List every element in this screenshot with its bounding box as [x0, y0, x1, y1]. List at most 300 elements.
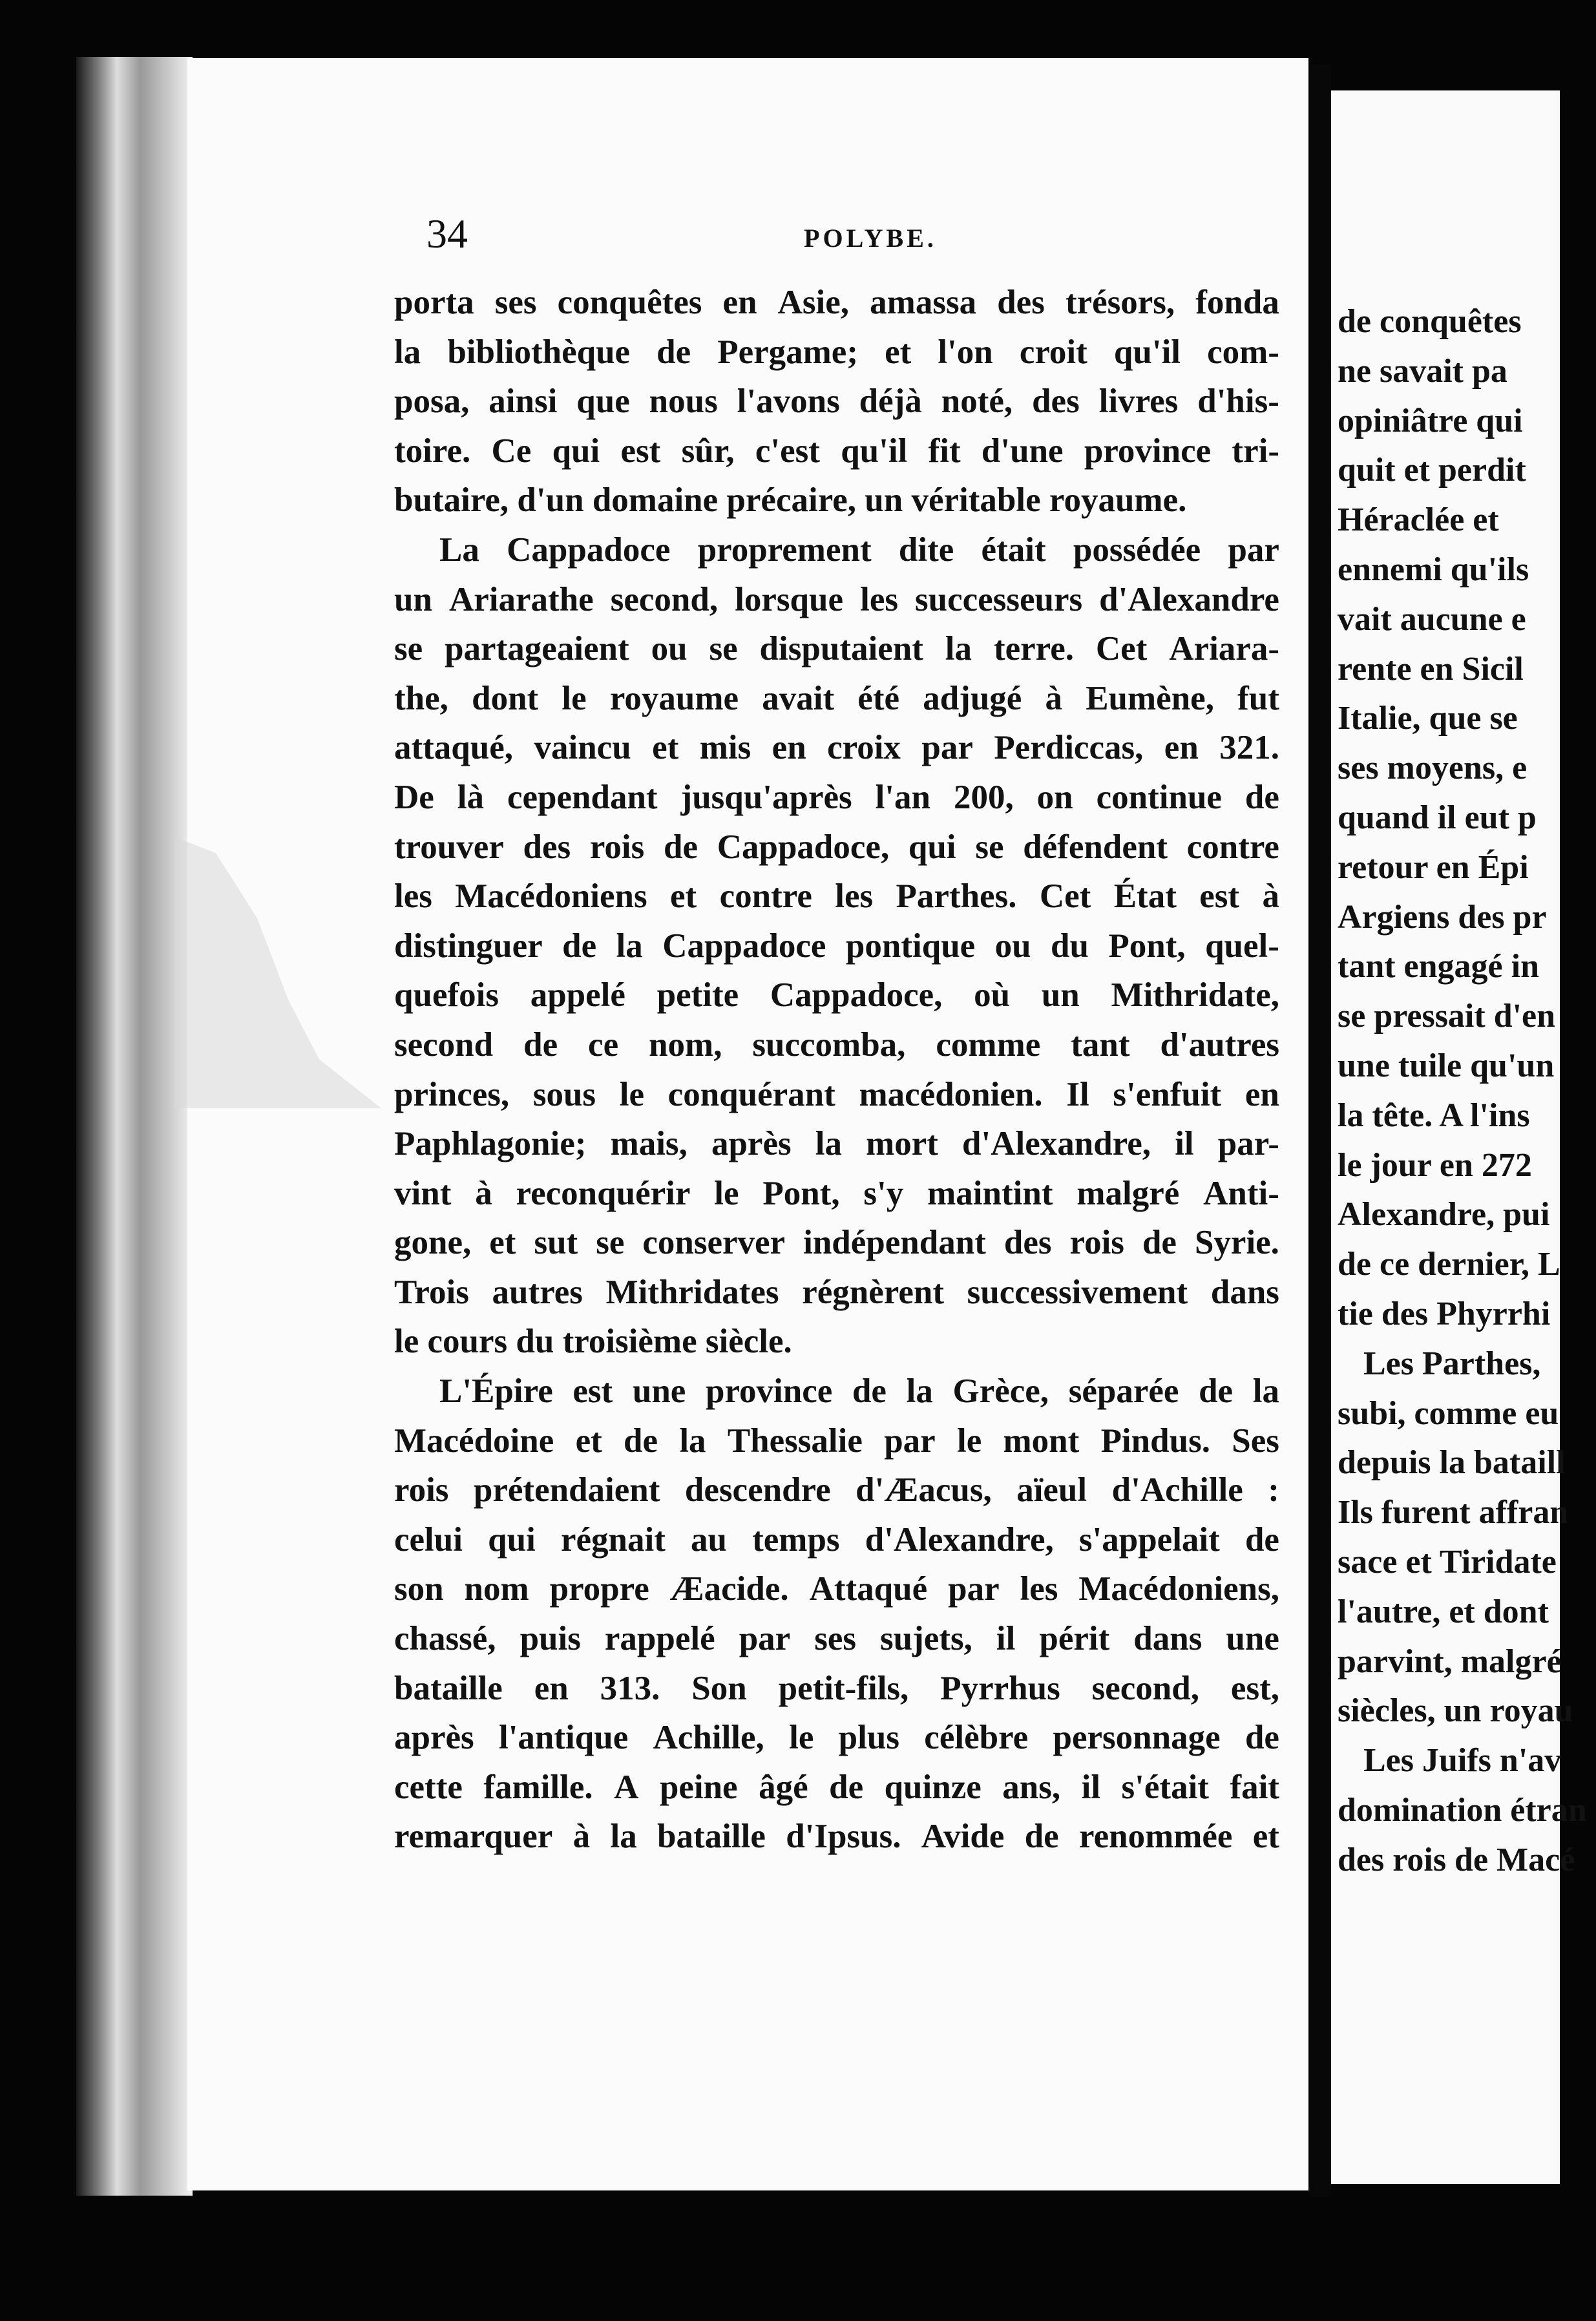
word: temps	[752, 1520, 840, 1559]
word: Thessalie	[727, 1422, 863, 1460]
word: ans,	[1002, 1768, 1061, 1806]
word: d'Ipsus.	[786, 1818, 901, 1856]
word: le	[562, 679, 587, 717]
word: se	[975, 828, 1004, 866]
word: croix	[827, 729, 901, 767]
word: puis	[520, 1620, 581, 1658]
word: l'antique	[498, 1719, 629, 1757]
text-line	[394, 426, 1279, 476]
word: Ariara-	[1169, 630, 1279, 668]
word: que	[576, 383, 630, 421]
word: 313.	[600, 1669, 660, 1707]
text-line: Ils furent affran	[1338, 1494, 1569, 1531]
word: ses	[494, 284, 537, 321]
word: Æacide.	[669, 1570, 789, 1608]
word: le	[619, 1075, 644, 1113]
word: livres	[1098, 383, 1179, 421]
text-line: tant engagé in	[1338, 948, 1539, 985]
word: Perdiccas,	[994, 729, 1144, 767]
word: posa,	[394, 383, 470, 421]
word: lorsque	[735, 580, 844, 618]
word: Ce	[491, 432, 532, 470]
word: Trois	[394, 1273, 469, 1311]
word: à	[1262, 877, 1279, 916]
word: est	[572, 1372, 613, 1411]
word: appelé	[530, 976, 625, 1014]
word: ou	[994, 927, 1031, 965]
word: les	[860, 580, 898, 618]
text-line	[394, 1367, 1279, 1416]
word: fonda	[1195, 284, 1279, 321]
word: s'enfuit	[1113, 1075, 1222, 1113]
text-line	[394, 674, 1279, 724]
word: rois	[1069, 1224, 1124, 1262]
word: mais,	[610, 1125, 688, 1163]
word: de	[1244, 1719, 1279, 1757]
text-line: rente en Sicil	[1338, 650, 1524, 688]
word: reconquérir	[516, 1174, 691, 1212]
word: mort	[866, 1125, 938, 1163]
word: bataille	[657, 1818, 766, 1856]
word: prétendaient	[473, 1471, 660, 1509]
word: trouver	[394, 828, 504, 866]
word: de	[829, 1768, 864, 1806]
word: du	[1051, 927, 1089, 965]
word: terre.	[993, 630, 1074, 668]
word: d'Alexandre	[1099, 580, 1279, 618]
text-line: de conquêtes	[1338, 303, 1522, 340]
word: à	[572, 1818, 591, 1856]
text-line: sace et Tiridate	[1338, 1543, 1557, 1581]
word: maintint	[927, 1174, 1053, 1212]
word: cette	[394, 1768, 463, 1806]
word: d'Alexandre,	[865, 1520, 1054, 1559]
word: distinguer	[394, 927, 543, 965]
word: De	[394, 778, 434, 816]
text-line	[394, 1614, 1279, 1664]
word: et	[652, 729, 679, 767]
word: malgré	[1076, 1174, 1180, 1212]
word: succomba,	[752, 1025, 906, 1064]
word: Anti-	[1203, 1174, 1279, 1212]
word: Ses	[1232, 1422, 1279, 1460]
text-line	[394, 1812, 1279, 1862]
word: la	[616, 927, 643, 965]
text-line: siècles, un royau	[1338, 1692, 1573, 1730]
word: les	[835, 877, 874, 916]
word: qu'il	[841, 432, 908, 470]
text-line: opiniâtre qui	[1338, 402, 1523, 439]
text-line: butaire, d'un domaine précaire, un véritable royaume.	[394, 481, 1187, 520]
word: fait	[1230, 1768, 1279, 1806]
word: il	[996, 1620, 1016, 1658]
text-line: depuis la bataill	[1338, 1444, 1566, 1482]
text-line	[394, 1515, 1279, 1565]
word: des	[1032, 383, 1080, 421]
word: petit-fils,	[778, 1669, 909, 1707]
word: ses	[814, 1620, 856, 1658]
word: Son	[691, 1669, 747, 1707]
text-line: domination étran	[1338, 1791, 1587, 1829]
word: par	[884, 1422, 936, 1460]
word: ou	[651, 630, 688, 668]
text-line: Italie, que se	[1338, 700, 1518, 737]
word: indépendant	[803, 1224, 986, 1262]
word: le	[714, 1174, 739, 1212]
text-line	[394, 1169, 1279, 1219]
word: A	[614, 1768, 639, 1806]
word: contre	[1186, 828, 1279, 866]
word: la	[394, 333, 421, 371]
word: Cappadoce	[662, 927, 826, 965]
word: Mithridate,	[1111, 976, 1279, 1014]
word: le	[956, 1422, 982, 1460]
word: peine	[659, 1768, 738, 1806]
word: par	[948, 1570, 1000, 1608]
word: porta	[394, 284, 474, 321]
word: quel-	[1205, 927, 1279, 965]
text-line: quand il eut p	[1338, 799, 1537, 836]
word: continue	[1096, 778, 1222, 816]
text-line	[394, 624, 1279, 674]
text-line	[394, 328, 1279, 377]
word: toire.	[394, 432, 471, 470]
text-line: des rois de Macé	[1338, 1841, 1575, 1878]
word: qu'il	[1113, 333, 1181, 371]
word: des	[523, 828, 571, 866]
word: Cappadoce	[507, 530, 671, 569]
word: en	[1164, 729, 1199, 767]
word: dite	[898, 530, 954, 569]
word: en	[772, 729, 806, 767]
word: Ariarathe	[449, 580, 594, 618]
book-gutter-edge	[76, 57, 193, 2196]
word: rois	[589, 828, 645, 866]
word: gone,	[394, 1224, 472, 1262]
word: des	[997, 284, 1045, 321]
word: déjà	[859, 383, 922, 421]
word: d'Æacus,	[856, 1471, 992, 1509]
word: avait	[762, 679, 835, 717]
word: contre	[719, 877, 812, 916]
word: Syrie.	[1194, 1224, 1279, 1262]
word: second	[394, 1025, 494, 1064]
word: dans	[1133, 1620, 1202, 1658]
text-line	[394, 971, 1279, 1020]
word: successeurs	[915, 580, 1083, 618]
word: se	[709, 630, 738, 668]
text-line: Les Parthes,	[1363, 1345, 1541, 1382]
text-line: retour en Épi	[1338, 848, 1529, 886]
text-line	[394, 1713, 1279, 1763]
text-line: se pressait d'en	[1338, 998, 1556, 1035]
text-line	[394, 1119, 1279, 1169]
word: personnage	[1053, 1719, 1221, 1757]
word: et	[1252, 1818, 1279, 1856]
word: de	[852, 1372, 887, 1411]
word: par	[739, 1620, 791, 1658]
text-line	[394, 723, 1279, 773]
page-divider-shadow	[1308, 65, 1331, 2197]
word: L'Épire	[439, 1372, 553, 1411]
word: cependant	[507, 778, 658, 816]
text-line	[394, 773, 1279, 823]
word: vaincu	[534, 729, 631, 767]
word: s'y	[863, 1174, 904, 1212]
word: rois	[394, 1471, 449, 1509]
text-line	[394, 1070, 1279, 1120]
word: par-	[1217, 1125, 1279, 1163]
word: de	[1244, 778, 1279, 816]
page-number: 34	[426, 211, 468, 257]
word: royaume	[609, 679, 739, 717]
word: noté,	[941, 383, 1013, 421]
word: macédonien.	[859, 1075, 1043, 1113]
text-line	[394, 525, 1279, 575]
word: partageaient	[445, 630, 629, 668]
word: Macédoine	[394, 1422, 554, 1460]
text-line: le cours du troisième siècle.	[394, 1323, 792, 1361]
text-line	[394, 1020, 1279, 1070]
word: attaqué,	[394, 729, 514, 767]
word: vint	[394, 1174, 452, 1212]
word: dans	[1210, 1273, 1279, 1311]
word: la	[945, 630, 972, 668]
word: l'avons	[737, 383, 840, 421]
word: tri-	[1232, 432, 1279, 470]
word: famille.	[483, 1768, 593, 1806]
word: Cet	[1095, 630, 1148, 668]
word: conserver	[642, 1224, 786, 1262]
text-line: ennemi qu'ils	[1338, 551, 1529, 588]
word: périt	[1039, 1620, 1110, 1658]
word: 321.	[1219, 729, 1279, 767]
word: de	[1199, 1372, 1234, 1411]
word: c'est	[755, 432, 820, 470]
text-line: vait aucune e	[1338, 600, 1526, 638]
text-line	[394, 872, 1279, 921]
word: :	[1268, 1471, 1279, 1509]
word: régnèrent	[802, 1273, 944, 1311]
word: pontique	[845, 927, 976, 965]
right-page-text	[1338, 297, 1596, 1885]
word: séparée	[1068, 1372, 1179, 1411]
word: âgé	[759, 1768, 808, 1806]
text-line	[394, 377, 1279, 426]
word: 200,	[953, 778, 1014, 816]
word: renommée	[1079, 1818, 1233, 1856]
word: sujets,	[880, 1620, 972, 1658]
word: on	[1036, 778, 1073, 816]
word: second,	[1091, 1669, 1200, 1707]
word: Achille,	[653, 1719, 764, 1757]
word: qui	[908, 828, 956, 866]
word: s'appelait	[1078, 1520, 1220, 1559]
word: disputaient	[759, 630, 923, 668]
word: sut	[534, 1224, 578, 1262]
text-line: le jour en 272	[1338, 1146, 1532, 1184]
text-line: tie des Phyrrhi	[1338, 1295, 1551, 1332]
word: Pont,	[762, 1174, 840, 1212]
word: un	[1041, 976, 1080, 1014]
word: Cappadoce,	[770, 976, 943, 1014]
word: second,	[610, 580, 719, 618]
text-line	[394, 1218, 1279, 1268]
word: était	[981, 530, 1046, 569]
word: il	[1175, 1125, 1194, 1163]
word: quinze	[884, 1768, 982, 1806]
word: de	[1024, 1818, 1059, 1856]
word: de	[523, 1025, 558, 1064]
word: et	[885, 333, 912, 371]
word: Cappadoce,	[717, 828, 890, 866]
word: qui	[488, 1520, 536, 1559]
text-line: parvint, malgré	[1338, 1643, 1562, 1680]
word: défendent	[1023, 828, 1168, 866]
text-line: ses moyens, e	[1338, 750, 1528, 787]
word: ce	[588, 1025, 619, 1064]
word: Pyrrhus	[940, 1669, 1060, 1707]
word: fit	[928, 432, 961, 470]
text-line: l'autre, et dont	[1338, 1593, 1549, 1630]
word: Cet	[1039, 877, 1091, 916]
word: en	[534, 1669, 569, 1707]
word: se	[596, 1224, 625, 1262]
word: célèbre	[924, 1719, 1029, 1757]
word: aïeul	[1016, 1471, 1087, 1509]
word: jusqu'après	[680, 778, 852, 816]
word: d'autres	[1160, 1025, 1279, 1064]
word: croit	[1019, 333, 1087, 371]
text-line	[394, 921, 1279, 971]
word: ainsi	[488, 383, 558, 421]
word: d'Achille	[1111, 1471, 1243, 1509]
word: État	[1113, 877, 1177, 916]
word: Il	[1066, 1075, 1089, 1113]
word: celui	[394, 1520, 463, 1559]
word: une	[1226, 1620, 1279, 1658]
word: conquêtes	[557, 284, 702, 321]
word: est	[620, 432, 661, 470]
word: à	[1045, 679, 1063, 717]
word: Eumène,	[1086, 679, 1214, 717]
word: après	[394, 1719, 474, 1757]
word: adjugé	[923, 679, 1022, 717]
text-line: quit et perdit	[1338, 452, 1526, 489]
word: est,	[1230, 1669, 1279, 1707]
word: Paphlagonie;	[394, 1125, 587, 1163]
text-line: Héraclée et	[1338, 501, 1499, 539]
text-line	[394, 1664, 1279, 1714]
text-line	[394, 1564, 1279, 1614]
word: et	[670, 877, 697, 916]
word: Avide	[921, 1818, 1005, 1856]
word: la	[610, 1818, 637, 1856]
text-line: une tuile qu'un	[1338, 1047, 1555, 1084]
word: la	[906, 1372, 933, 1411]
word: par	[921, 729, 973, 767]
word: the,	[394, 679, 448, 717]
word: les	[1020, 1570, 1058, 1608]
word: dont	[472, 679, 539, 717]
word: nom,	[649, 1025, 722, 1064]
text-line	[394, 1268, 1279, 1318]
text-line	[394, 1416, 1279, 1466]
word: de	[562, 927, 597, 965]
word: après	[711, 1125, 792, 1163]
word: propre	[549, 1570, 649, 1608]
word: qui	[552, 432, 600, 470]
word: Parthes.	[896, 877, 1017, 916]
word: Mithridates	[605, 1273, 779, 1311]
word: Macédoniens	[455, 877, 647, 916]
word: de	[1244, 1520, 1279, 1559]
word: Macédoniens,	[1078, 1570, 1279, 1608]
word: trésors,	[1065, 284, 1175, 321]
word: sous	[532, 1075, 596, 1113]
right-page	[1331, 90, 1587, 2184]
word: la	[1252, 1372, 1279, 1411]
text-line	[394, 1465, 1279, 1515]
word: Pindus.	[1100, 1422, 1210, 1460]
text-line: Les Juifs n'av	[1363, 1742, 1562, 1780]
word: proprement	[697, 530, 872, 569]
word: où	[974, 976, 1011, 1014]
word: les	[394, 877, 432, 916]
text-line: de ce dernier, L	[1338, 1246, 1560, 1283]
word: Grèce,	[952, 1372, 1049, 1411]
word: en	[1244, 1075, 1279, 1113]
word: province	[1084, 432, 1212, 470]
word: Asie,	[777, 284, 850, 321]
running-head: POLYBE.	[804, 224, 937, 253]
text-line	[394, 278, 1279, 328]
word: remarquer	[394, 1818, 553, 1856]
word: nom	[464, 1570, 529, 1608]
text-line: ne savait pa	[1338, 352, 1507, 390]
word: comme	[936, 1025, 1041, 1064]
word: la	[679, 1422, 706, 1460]
word: une	[632, 1372, 686, 1411]
word: mis	[699, 729, 751, 767]
word: amassa	[870, 284, 977, 321]
text-line	[394, 1763, 1279, 1812]
text-line: subi, comme eu	[1338, 1394, 1559, 1432]
word: est	[1199, 877, 1240, 916]
word: son	[394, 1570, 444, 1608]
text-line	[394, 823, 1279, 872]
word: l'on	[938, 333, 993, 371]
word: quefois	[394, 976, 499, 1014]
word: bibliothèque	[447, 333, 631, 371]
word: Pont,	[1108, 927, 1186, 965]
word: l'an	[875, 778, 931, 816]
text-line	[394, 575, 1279, 625]
word: possédée	[1073, 530, 1201, 569]
word: Pergame;	[717, 333, 858, 371]
word: se	[394, 630, 423, 668]
word: Attaqué	[809, 1570, 928, 1608]
word: d'Alexandre,	[962, 1125, 1151, 1163]
word: il	[1081, 1768, 1101, 1806]
word: rappelé	[604, 1620, 715, 1658]
left-page-text	[394, 278, 1279, 1862]
word: de	[663, 828, 698, 866]
word: et	[575, 1422, 602, 1460]
word: par	[1228, 530, 1279, 569]
word: tant	[1071, 1025, 1130, 1064]
word: fut	[1237, 679, 1279, 717]
